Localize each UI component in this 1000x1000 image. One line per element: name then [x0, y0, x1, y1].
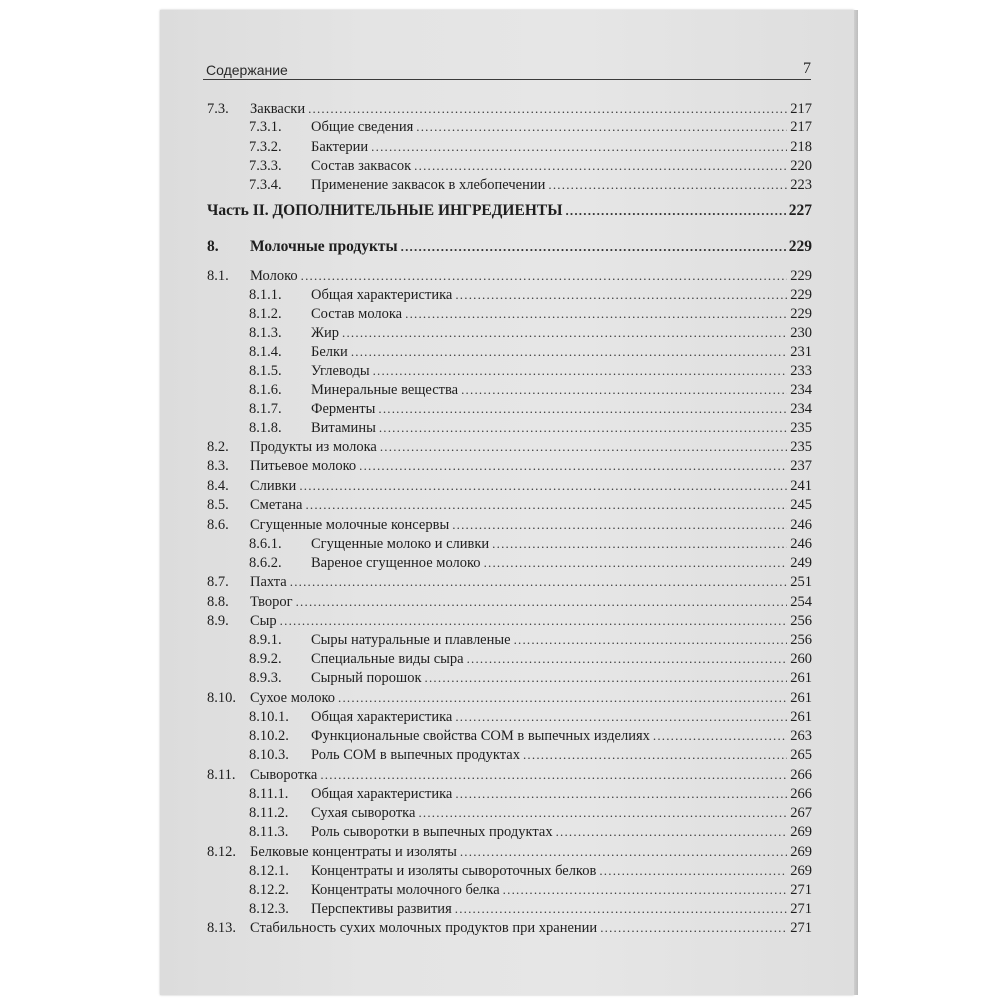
- toc-entry: [207, 573, 812, 591]
- toc-entry-title: Бактерии: [311, 139, 369, 155]
- toc-entry-page: 269: [790, 824, 812, 840]
- dot-leader: [452, 516, 787, 534]
- toc-entry-page: 218: [790, 139, 812, 155]
- toc-entry: [249, 669, 812, 687]
- toc-entry-title: Продукты из молока: [250, 439, 377, 455]
- dot-leader: [299, 477, 787, 495]
- dot-leader: [599, 862, 787, 880]
- toc-entry: [249, 554, 812, 572]
- toc-entry: [207, 438, 812, 456]
- toc-entry-number: 8.6.1.: [249, 536, 282, 552]
- toc-entry-title: Сухое молоко: [250, 690, 336, 706]
- toc-entry-title: Сухая сыворотка: [311, 805, 416, 821]
- toc-entry-title: Состав заквасок: [311, 158, 412, 174]
- dot-leader: [342, 324, 787, 342]
- toc-entry: [249, 305, 812, 323]
- toc-entry-title: Стабильность сухих молочных продуктов при хранении: [250, 920, 598, 936]
- dot-leader: [514, 631, 788, 649]
- toc-entry: [207, 843, 812, 861]
- dot-leader: [548, 176, 787, 194]
- dot-leader: [600, 919, 787, 937]
- toc-entry: [249, 118, 812, 136]
- toc-entry-page: 246: [790, 517, 812, 533]
- toc-entry-number: 8.2.: [207, 439, 229, 455]
- dot-leader: [359, 457, 787, 475]
- toc-entry-page: 267: [790, 805, 812, 821]
- dot-leader: [378, 400, 787, 418]
- toc-entry-title: Минеральные вещества: [311, 382, 459, 398]
- toc-entry-page: 229: [788, 238, 812, 255]
- toc-entry-title: Общие сведения: [311, 119, 414, 135]
- toc-entry-page: 261: [790, 709, 812, 725]
- toc-entry-page: 217: [790, 119, 812, 135]
- dot-leader: [467, 650, 788, 668]
- toc-entry-number: 8.3.: [207, 458, 229, 474]
- toc-entry: [207, 496, 812, 514]
- toc-entry-number: 8.11.: [207, 767, 236, 783]
- dot-leader: [405, 305, 787, 323]
- toc-entry: [207, 238, 812, 256]
- dot-leader: [301, 267, 788, 285]
- toc-entry: [249, 631, 812, 649]
- toc-entry: [207, 267, 812, 285]
- toc-entry-number: 8.11.3.: [249, 824, 289, 840]
- toc-entry: [249, 535, 812, 553]
- toc-entry-number: 7.3.3.: [249, 158, 282, 174]
- toc-entry-title: Специальные виды сыра: [311, 651, 464, 667]
- toc-entry-title: Закваски: [250, 101, 306, 117]
- toc-entry-page: 249: [790, 555, 812, 571]
- toc-entry-title: Витамины: [311, 420, 376, 436]
- toc-entry: [207, 202, 812, 220]
- toc-entry-number: 8.10.3.: [249, 747, 289, 763]
- toc-entry-page: 229: [790, 287, 812, 303]
- toc-entry-title: Роль СОМ в выпечных продуктах: [311, 747, 520, 763]
- toc-entry-title: Часть II. ДОПОЛНИТЕЛЬНЫЕ ИНГРЕДИЕНТЫ: [207, 202, 563, 219]
- dot-leader: [503, 881, 788, 899]
- dot-leader: [425, 669, 788, 687]
- dot-leader: [371, 138, 787, 156]
- toc-entry-title: Питьевое молоко: [250, 458, 357, 474]
- dot-leader: [565, 202, 785, 220]
- toc-entry-number: 8.1.8.: [249, 420, 282, 436]
- toc-entry-number: 8.1.3.: [249, 325, 282, 341]
- toc-entry-number: 8.13.: [207, 920, 236, 936]
- toc-entry: [249, 138, 812, 156]
- toc-entry: [249, 381, 812, 399]
- running-head-title: Содержание: [206, 62, 288, 78]
- toc-entry: [249, 727, 812, 745]
- toc-entry-page: 241: [790, 478, 812, 494]
- toc-entry-number: 8.9.: [207, 613, 229, 629]
- toc-entry-page: 260: [790, 651, 812, 667]
- toc-entry-number: 8.12.2.: [249, 882, 289, 898]
- dot-leader: [414, 157, 787, 175]
- toc-entry-page: 265: [790, 747, 812, 763]
- toc-entry-title: Сливки: [250, 478, 297, 494]
- dot-leader: [280, 612, 788, 630]
- dot-leader: [455, 286, 787, 304]
- toc-entry-number: 8.1.4.: [249, 344, 282, 360]
- toc-entry-number: 8.11.2.: [249, 805, 289, 821]
- toc-entry: [249, 176, 812, 194]
- toc-entry-title: Состав молока: [311, 306, 403, 322]
- toc-entry: [249, 324, 812, 342]
- dot-leader: [305, 496, 787, 514]
- dot-leader: [379, 419, 787, 437]
- toc-entry-page: 269: [790, 844, 812, 860]
- toc-entry-page: 230: [790, 325, 812, 341]
- dot-leader: [455, 785, 787, 803]
- toc-entry-number: 8.1.5.: [249, 363, 282, 379]
- dot-leader: [416, 118, 787, 136]
- toc-entry-title: Сырный порошок: [311, 670, 422, 686]
- dot-leader: [523, 746, 787, 764]
- running-head-page-number: 7: [803, 60, 811, 77]
- toc-entry-title: Концентраты и изоляты сывороточных белков: [311, 863, 597, 879]
- toc-entry-page: 256: [790, 613, 812, 629]
- toc-entry-number: 8.6.2.: [249, 555, 282, 571]
- toc-entry: [249, 343, 812, 361]
- toc-entry-title: Белковые концентраты и изоляты: [250, 844, 457, 860]
- toc-entry-page: 234: [790, 401, 812, 417]
- toc-entry-page: 227: [788, 202, 812, 219]
- toc-entry-number: 8.9.1.: [249, 632, 282, 648]
- dot-leader: [455, 900, 788, 918]
- dot-leader: [296, 593, 788, 611]
- toc-entry-page: 271: [790, 901, 812, 917]
- toc-entry-number: 8.12.3.: [249, 901, 289, 917]
- toc-entry-page: 229: [790, 306, 812, 322]
- toc-entry-title: Сыворотка: [250, 767, 318, 783]
- toc-entry-page: 251: [790, 574, 812, 590]
- dot-leader: [351, 343, 787, 361]
- toc-entry-page: 269: [790, 863, 812, 879]
- toc-entry: [249, 419, 812, 437]
- toc-entry: [249, 708, 812, 726]
- toc-entry-number: 7.3.2.: [249, 139, 282, 155]
- toc-entry-number: 8.5.: [207, 497, 229, 513]
- toc-entry: [249, 785, 812, 803]
- toc-entry-page: 271: [790, 920, 812, 936]
- toc-entry-number: 8.1.6.: [249, 382, 282, 398]
- toc-entry-title: Общая характеристика: [311, 287, 453, 303]
- toc-entry-number: 8.12.1.: [249, 863, 289, 879]
- toc-entry-number: 8.1.: [207, 268, 229, 284]
- toc-entry: [249, 362, 812, 380]
- toc-entry-page: 266: [790, 767, 812, 783]
- toc-entry-page: 263: [790, 728, 812, 744]
- dot-leader: [556, 823, 788, 841]
- toc-entry: [207, 919, 812, 937]
- dot-leader: [653, 727, 787, 745]
- toc-entry: [207, 516, 812, 534]
- toc-entry-page: 271: [790, 882, 812, 898]
- dot-leader: [461, 381, 787, 399]
- toc-entry-number: 8.4.: [207, 478, 229, 494]
- toc-entry: [249, 286, 812, 304]
- dot-leader: [455, 708, 787, 726]
- toc-entry-page: 220: [790, 158, 812, 174]
- toc-entry-number: 8.: [207, 238, 219, 255]
- toc-entry-title: Вареное сгущенное молоко: [311, 555, 481, 571]
- toc-entry-title: Белки: [311, 344, 348, 360]
- dot-leader: [484, 554, 788, 572]
- toc-entry-page: 217: [790, 101, 812, 117]
- toc-entry: [207, 766, 812, 784]
- toc-entry-number: 8.8.: [207, 594, 229, 610]
- toc-entry-number: 8.1.2.: [249, 306, 282, 322]
- toc-entry-title: Сыры натуральные и плавленые: [311, 632, 511, 648]
- toc-entry: [207, 689, 812, 707]
- toc-entry-number: 8.1.7.: [249, 401, 282, 417]
- toc-entry-title: Применение заквасок в хлебопечении: [311, 177, 546, 193]
- toc-entry-title: Концентраты молочного белка: [311, 882, 500, 898]
- toc-entry-number: 8.11.1.: [249, 786, 289, 802]
- toc-entry-page: 261: [790, 690, 812, 706]
- toc-entry: [249, 804, 812, 822]
- toc-entry-page: 245: [790, 497, 812, 513]
- toc-entry-number: 8.1.1.: [249, 287, 282, 303]
- toc-entry-page: 223: [790, 177, 812, 193]
- toc-entry-page: 246: [790, 536, 812, 552]
- toc-entry-title: Жир: [311, 325, 340, 341]
- dot-leader: [320, 766, 787, 784]
- toc-entry: [249, 400, 812, 418]
- toc-entry-page: 261: [790, 670, 812, 686]
- toc-entry: [249, 862, 812, 880]
- toc-entry-title: Ферменты: [311, 401, 376, 417]
- toc-entry: [207, 593, 812, 611]
- toc-entry-page: 256: [790, 632, 812, 648]
- dot-leader: [290, 573, 788, 591]
- toc-entry-number: 7.3.1.: [249, 119, 282, 135]
- toc-entry-page: 237: [790, 458, 812, 474]
- toc-entry-title: Общая характеристика: [311, 709, 453, 725]
- toc-entry-number: 7.3.: [207, 101, 229, 117]
- toc-entry-number: 7.3.4.: [249, 177, 282, 193]
- toc-entry-page: 229: [790, 268, 812, 284]
- toc-entry: [207, 457, 812, 475]
- toc-entry-title: Роль сыворотки в выпечных продуктах: [311, 824, 553, 840]
- toc-entry-title: Сгущенные молоко и сливки: [311, 536, 490, 552]
- toc-entry-page: 266: [790, 786, 812, 802]
- dot-leader: [308, 100, 787, 118]
- toc-entry-title: Функциональные свойства СОМ в выпечных изделиях: [311, 728, 650, 744]
- toc-entry-title: Общая характеристика: [311, 786, 453, 802]
- toc-entry-title: Творог: [250, 594, 293, 610]
- toc-entry-number: 8.12.: [207, 844, 236, 860]
- toc-entry-title: Молоко: [250, 268, 298, 284]
- dot-leader: [338, 689, 787, 707]
- toc-entry-page: 233: [790, 363, 812, 379]
- toc-entry-number: 8.7.: [207, 574, 229, 590]
- toc-entry-page: 234: [790, 382, 812, 398]
- toc-entry-title: Сметана: [250, 497, 303, 513]
- dot-leader: [492, 535, 787, 553]
- dot-leader: [380, 438, 787, 456]
- toc-entry-title: Перспективы развития: [311, 901, 452, 917]
- toc-entry: [249, 650, 812, 668]
- toc-entry-title: Молочные продукты: [250, 238, 398, 255]
- toc-entry-page: 231: [790, 344, 812, 360]
- dot-leader: [373, 362, 788, 380]
- toc-entry-number: 8.10.1.: [249, 709, 289, 725]
- toc-entry-number: 8.10.: [207, 690, 236, 706]
- toc-entry-title: Сыр: [250, 613, 277, 629]
- toc-entry-page: 235: [790, 420, 812, 436]
- toc-entry-number: 8.6.: [207, 517, 229, 533]
- dot-leader: [460, 843, 787, 861]
- toc-entry-title: Пахта: [250, 574, 287, 590]
- dot-leader: [418, 804, 787, 822]
- toc-entry-page: 254: [790, 594, 812, 610]
- toc-entry: [207, 100, 812, 118]
- toc-entry: [249, 881, 812, 899]
- toc-entry-page: 235: [790, 439, 812, 455]
- toc-entry: [249, 157, 812, 175]
- toc-entry: [249, 900, 812, 918]
- toc-entry-title: Углеводы: [311, 363, 370, 379]
- toc-entry-title: Сгущенные молочные консервы: [250, 517, 450, 533]
- toc-entry-number: 8.9.3.: [249, 670, 282, 686]
- toc-entry-number: 8.9.2.: [249, 651, 282, 667]
- dot-leader: [401, 238, 786, 256]
- toc-entry: [207, 477, 812, 495]
- toc-entry: [249, 746, 812, 764]
- toc-entry: [207, 612, 812, 630]
- toc-entry-number: 8.10.2.: [249, 728, 289, 744]
- toc-entry: [249, 823, 812, 841]
